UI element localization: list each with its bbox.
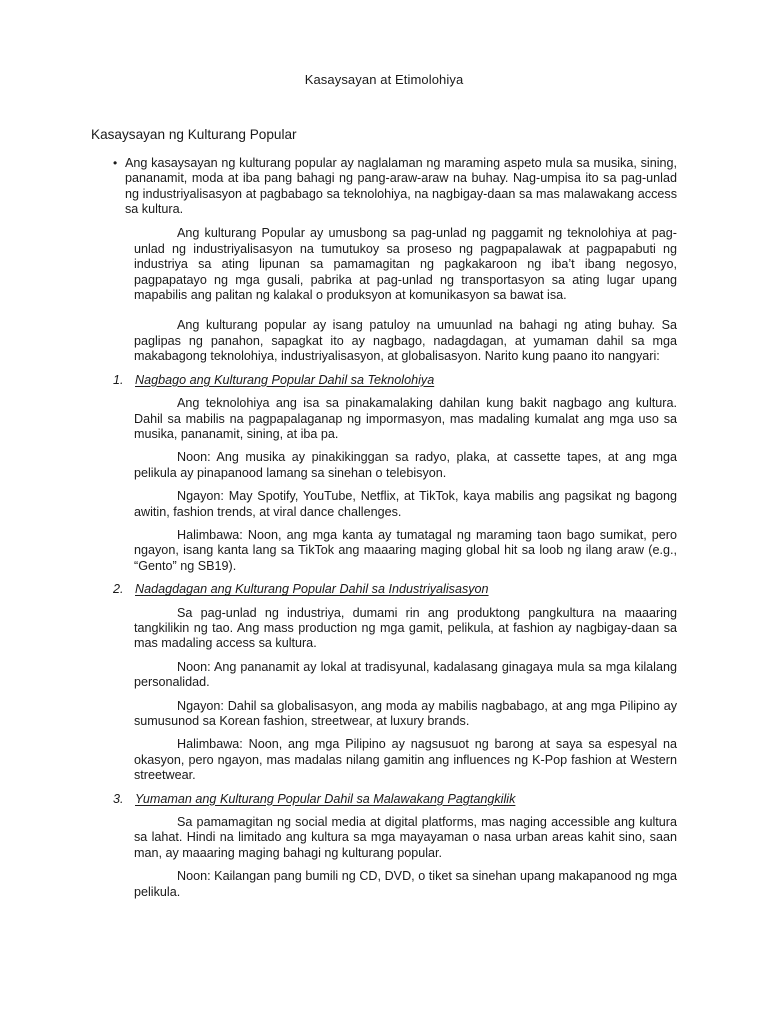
section-paragraph: Halimbawa: Noon, ang mga kanta ay tumatagal ng maraming taon bago sumikat, pero ngayon, isang kanta lang sa TikTok ang maaaring maging global hit sa loob ng ilang araw (e.g., “Gento” ng SB19). bbox=[134, 527, 677, 573]
section-number: 1. bbox=[113, 372, 124, 387]
section-paragraph: Halimbawa: Noon, ang mga Pilipino ay nagsusuot ng barong at saya sa espesyal na okasyon, pero ngayon, mas madalas nilang gamitin ang influences ng K-Pop fashion at Western streetwear. bbox=[134, 737, 677, 783]
section-title: Nadagdagan ang Kulturang Popular Dahil sa Industriyalisasyon bbox=[135, 582, 489, 597]
numbered-section bbox=[91, 792, 677, 900]
section-paragraph: Noon: Ang musika ay pinakikinggan sa radyo, plaka, at cassette tapes, at ang mga pelikula ay pinapanood lamang sa sinehan o telebisyon. bbox=[134, 450, 677, 480]
section-paragraph: Sa pag-unlad ng industriya, dumami rin ang produktong pangkultura na maaaring tangkilikin ng tao. Ang mass production ng mga gamit, pelikula, at fashion ay nagbigay-daan sa mas madaling access sa kultura. bbox=[134, 605, 677, 651]
section-title: Nagbago ang Kulturang Popular Dahil sa Teknolohiya bbox=[135, 372, 435, 387]
section-title: Yumaman ang Kulturang Popular Dahil sa Malawakang Pagtangkilik bbox=[135, 791, 516, 806]
bullet-icon: • bbox=[113, 155, 118, 170]
section-number: 3. bbox=[113, 791, 124, 806]
bullet-item bbox=[91, 156, 677, 218]
numbered-section-heading bbox=[91, 373, 677, 388]
section-paragraph: Sa pamamagitan ng social media at digital platforms, mas naging accessible ang kultura sa lahat. Hindi na limitado ang kultura sa mga mayayaman o nasa urban areas kahit sino, saan man, ay maaaring maging bahagi ng kulturang popular. bbox=[134, 815, 677, 860]
section-paragraph: Ngayon: Dahil sa globalisasyon, ang moda ay mabilis nagbabago, at ang mga Pilipino ay sumusunod sa Korean fashion, streetwear, at luxury brands. bbox=[134, 698, 677, 728]
intro-paragraph: Ang kulturang Popular ay umusbong sa pag-unlad ng paggamit ng teknolohiya at pag-unlad ng industriyalisasyon na tumutukoy sa proseso ng pagpapalawak at pagpapabuti ng industriya sa ating lipunan sa pamamagitan ng pagkakaroon ng iba’t ibang negosyo, pagpapatayo ng mga gusali, pabrika at pag-unlad ng transportasyon sa ating lugar upang mapabilis ang palitan ng kalakal o produksyon at komunikasyon sa bawat isa. bbox=[134, 226, 677, 303]
numbered-section bbox=[91, 373, 677, 574]
numbered-section bbox=[91, 582, 677, 783]
document-title: Kasaysayan at Etimolohiya bbox=[304, 72, 464, 87]
section-paragraph: Noon: Ang pananamit ay lokal at tradisyunal, kadalasang ginagaya mula sa mga kilalang personalidad. bbox=[134, 659, 677, 690]
numbered-section-heading bbox=[91, 792, 677, 807]
section-paragraph: Ngayon: May Spotify, YouTube, Netflix, at TikTok, kaya mabilis ang pagsikat ng bagong awitin, fashion trends, at viral dance challenges. bbox=[134, 489, 677, 519]
section-paragraph: Ang teknolohiya ang isa sa pinakamalaking dahilan kung bakit nagbago ang kultura. Dahil sa mabilis na pagpapalaganap ng impormasyon, mas madaling kumalat ang mga uso sa musika, pananamit, sining, at iba pa. bbox=[134, 396, 677, 441]
bullet-text: Ang kasaysayan ng kulturang popular ay naglalaman ng maraming aspeto mula sa musika, sining, pananamit, moda at iba pang bahagi ng pang-araw-araw na buhay. Nag-umpisa ito sa pag-unlad ng industriyalisasyon at pagbabago sa teknolohiya, na nagbigay-daan sa mas malawakang access sa kultura. bbox=[125, 155, 677, 217]
intro-paragraph: Ang kulturang popular ay isang patuloy na umuunlad na bahagi ng ating buhay. Sa paglipas ng panahon, sapagkat ito ay nagbago, nadagdagan, at yumaman dahil sa mga makabagong teknolohiya, industriyalisasyon, at globalisasyon. Narito kung paano ito nangyari: bbox=[134, 318, 677, 364]
section-paragraph: Noon: Kailangan pang bumili ng CD, DVD, o tiket sa sinehan upang makapanood ng mga pelikula. bbox=[134, 869, 677, 899]
section-heading: Kasaysayan ng Kulturang Popular bbox=[91, 127, 297, 143]
numbered-section-heading bbox=[91, 582, 677, 597]
section-number: 2. bbox=[113, 582, 124, 597]
